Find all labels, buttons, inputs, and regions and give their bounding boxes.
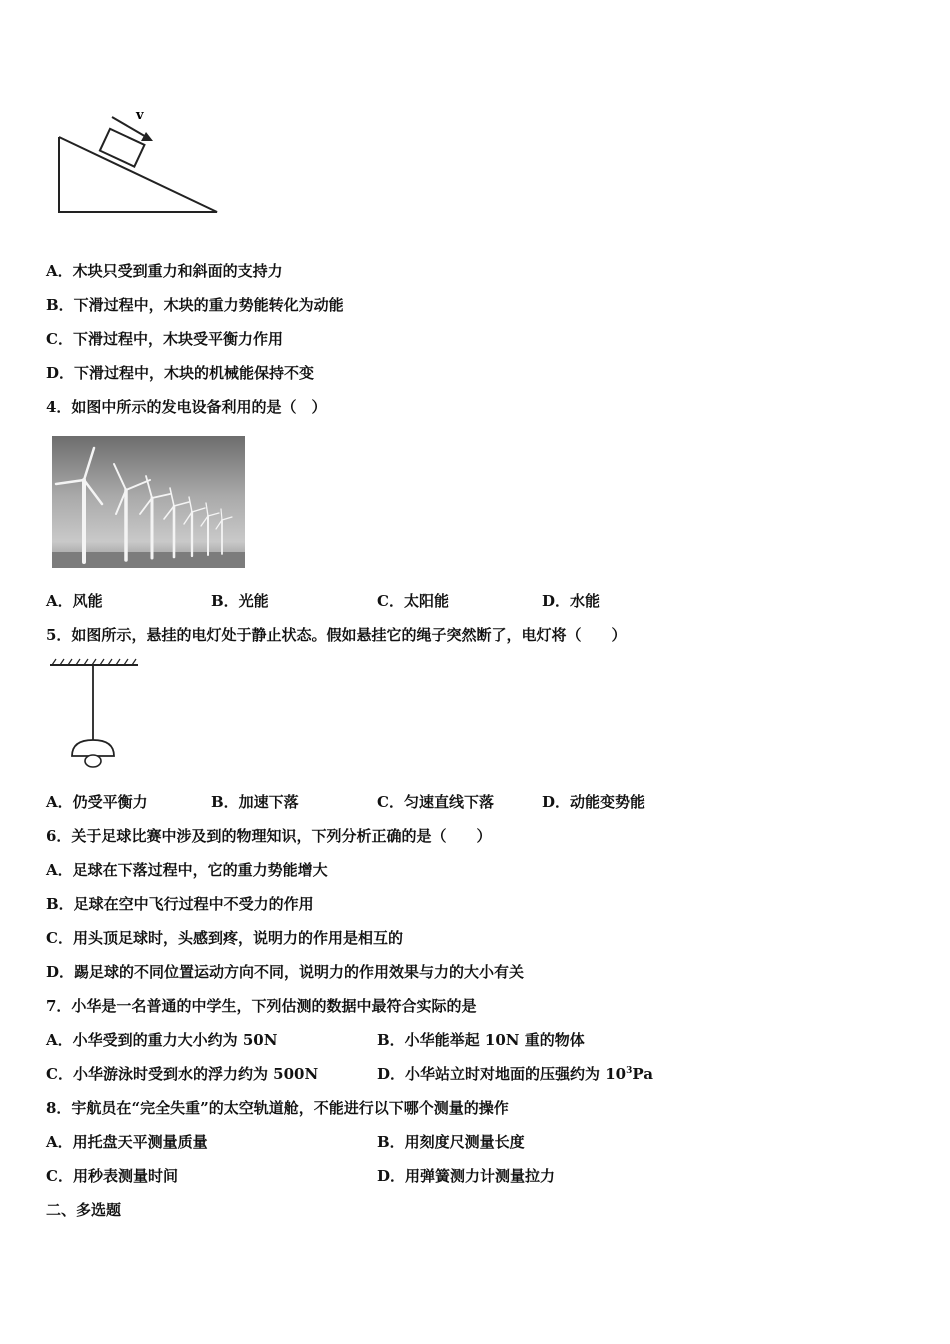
q7-option-d[interactable] [377, 1064, 653, 1084]
incline-figure [50, 105, 230, 220]
q3-option-d[interactable]: D．下滑过程中，木块的机械能保持不变 [46, 364, 315, 382]
velocity-label: v [136, 108, 144, 123]
q7-option-d-unit: Pa [632, 1065, 653, 1083]
q7-stem: 7．小华是一名普通的中学生，下列估测的数据中最符合实际的是 [46, 997, 477, 1015]
velocity-arrowhead [141, 132, 153, 141]
q5-option-d[interactable]: D．动能变势能 [542, 793, 646, 811]
q3-option-b[interactable]: B．下滑过程中，木块的重力势能转化为动能 [46, 296, 344, 314]
q4-option-c[interactable]: C．太阳能 [377, 592, 449, 610]
section-title: 二、多选题 [46, 1201, 122, 1219]
q5-stem: 5．如图所示，悬挂的电灯处于静止状态。假如悬挂它的绳子突然断了，电灯将（ ） [46, 626, 627, 644]
wind-turbines-photo [52, 436, 245, 568]
q7-option-c[interactable]: C．小华游泳时受到水的浮力约为 500N [46, 1065, 319, 1083]
q5-option-a[interactable]: A．仍受平衡力 [46, 793, 148, 811]
q5-option-c[interactable]: C．匀速直线下落 [377, 793, 494, 811]
q8-option-b[interactable]: B．用刻度尺测量长度 [377, 1133, 525, 1151]
q7-option-d-text: D．小华站立时对地面的压强约为 10 [377, 1065, 627, 1083]
wooden-block [100, 129, 145, 167]
q7-option-a[interactable]: A．小华受到的重力大小约为 50N [46, 1031, 278, 1049]
q8-option-d[interactable]: D．用弹簧测力计测量拉力 [377, 1167, 556, 1185]
lamp-shade [72, 740, 114, 756]
q6-option-b[interactable]: B．足球在空中飞行过程中不受力的作用 [46, 895, 314, 913]
q4-option-b[interactable]: B．光能 [211, 592, 269, 610]
q7-option-b[interactable]: B．小华能举起 10N 重的物体 [377, 1031, 585, 1049]
q4-stem: 4．如图中所示的发电设备利用的是（ ） [46, 398, 327, 416]
q3-option-c[interactable]: C．下滑过程中，木块受平衡力作用 [46, 330, 283, 348]
q4-option-d[interactable]: D．水能 [542, 592, 601, 610]
lamp-bulb [85, 755, 101, 767]
q6-option-a[interactable]: A．足球在下落过程中，它的重力势能增大 [46, 861, 328, 879]
q6-option-c[interactable]: C．用头顶足球时，头感到疼，说明力的作用是相互的 [46, 929, 403, 947]
q5-option-b[interactable]: B．加速下落 [211, 793, 299, 811]
q8-stem: 8．宇航员在“完全失重”的太空轨道舱，不能进行以下哪个测量的操作 [46, 1099, 509, 1117]
q8-option-c[interactable]: C．用秒表测量时间 [46, 1167, 178, 1185]
hanging-lamp-figure [46, 658, 146, 773]
q3-option-a[interactable]: A．木块只受到重力和斜面的支持力 [46, 262, 283, 280]
q7-option-d-exponent: 3 [626, 1066, 633, 1076]
q6-option-d[interactable]: D．踢足球的不同位置运动方向不同，说明力的作用效果与力的大小有关 [46, 963, 525, 981]
q4-option-a[interactable]: A．风能 [46, 592, 103, 610]
q8-option-a[interactable]: A．用托盘天平测量质量 [46, 1133, 208, 1151]
q6-stem: 6．关于足球比赛中涉及到的物理知识，下列分析正确的是（ ） [46, 827, 492, 845]
